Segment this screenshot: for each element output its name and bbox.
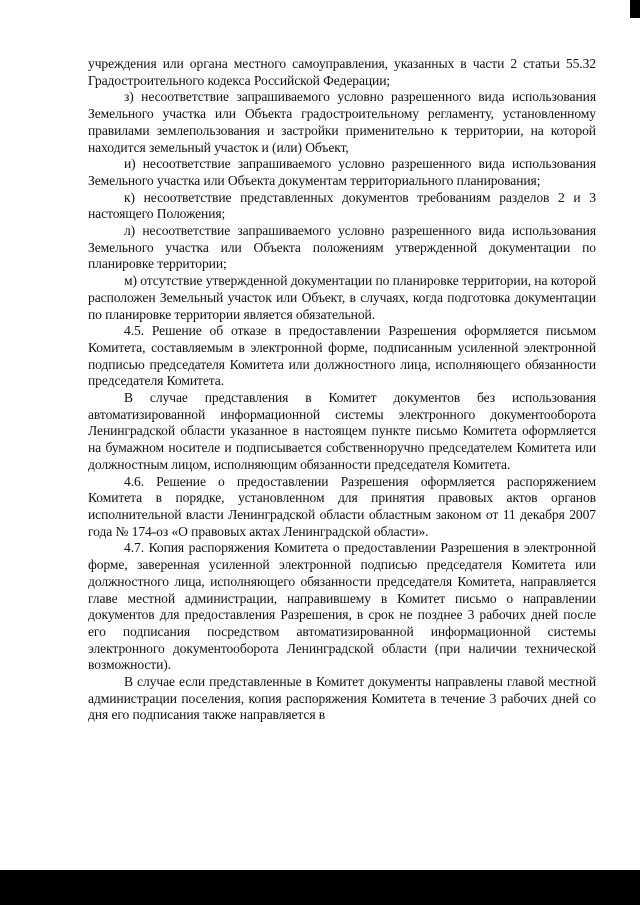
paragraph-item-k: к) несоответствие представленных документов требованиям разделов 2 и 3 настоящего Положения; (88, 189, 596, 222)
paragraph-4-7: 4.7. Копия распоряжения Комитета о предоставлении Разрешения в электронной форме, заверенная усиленной электронной подписью председателя Комитета или должностного лица, исполняющего обязанности председателя Комитета, направляется главе местной администрации, направившему в Комитет письмо о направлении документов для предоставления Разрешения, в срок не позднее 3 рабочих дней после его подписания посредством автоматизированной информационной системы электронного документооборота Ленинградской области (при наличии технической возможности). (88, 540, 596, 673)
paragraph-4-5: 4.5. Решение об отказе в предоставлении Разрешения оформляется письмом Комитета, составляемым в электронной форме, подписанным усиленной электронной подписью председателя Комитета или должностного лица, исполняющего обязанности председателя Комитета. (88, 323, 596, 389)
paragraph-item-i: и) несоответствие запрашиваемого условно разрешенного вида использования Земельного участка или Объекта документам территориального планирования; (88, 156, 596, 188)
scan-edge-mark (630, 0, 640, 18)
paragraph-item-z: з) несоответствие запрашиваемого условно разрешенного вида использования Земельного участка или Объекта градостроительному регламенту, установленному правилами землепользования и застройки применительно к территории, на которой находится земельный участок и (или) Объект, (88, 89, 596, 155)
paragraph-item-l: л) несоответствие запрашиваемого условно разрешенного вида использования Земельного участка или Объекта положениям утвержденной документации по планировке территории; (88, 223, 596, 272)
paragraph-4-6: 4.6. Решение о предоставлении Разрешения оформляется распоряжением Комитета в порядке, установленном для принятия правовых актов органов исполнительной власти Ленинградской области областным законом от 11 декабря 2007 года № 174-оз «О правовых актах Ленинградской области». (88, 473, 596, 539)
scan-bottom-border (0, 870, 640, 905)
paragraph-item-m: м) отсутствие утвержденной документации по планировке территории, на которой расположен Земельный участок или Объект, в случаях, когда подготовка документации по планировке территории является обязательной. (88, 273, 596, 322)
paragraph-continuation: учреждения или органа местного самоуправления, указанных в части 2 статьи 55.32 Градостроительного кодекса Российской Федерации; (88, 56, 596, 88)
paragraph-4-5-case: В случае представления в Комитет документов без использования автоматизированной информационной системы электронного документооборота Ленинградской области указанное в настоящем пункте письмо Комитета оформляется на бумажном носителе и подписывается собственноручно председателем Комитета или должностным лицом, исполняющим обязанности председателя Комитета. (88, 390, 596, 472)
paragraph-4-7-case: В случае если представленные в Комитет документы направлены главой местной администрации поселения, копия распоряжения Комитета в течение 3 рабочих дней со дня его подписания также направляется в (88, 674, 596, 723)
document-body (88, 56, 596, 724)
